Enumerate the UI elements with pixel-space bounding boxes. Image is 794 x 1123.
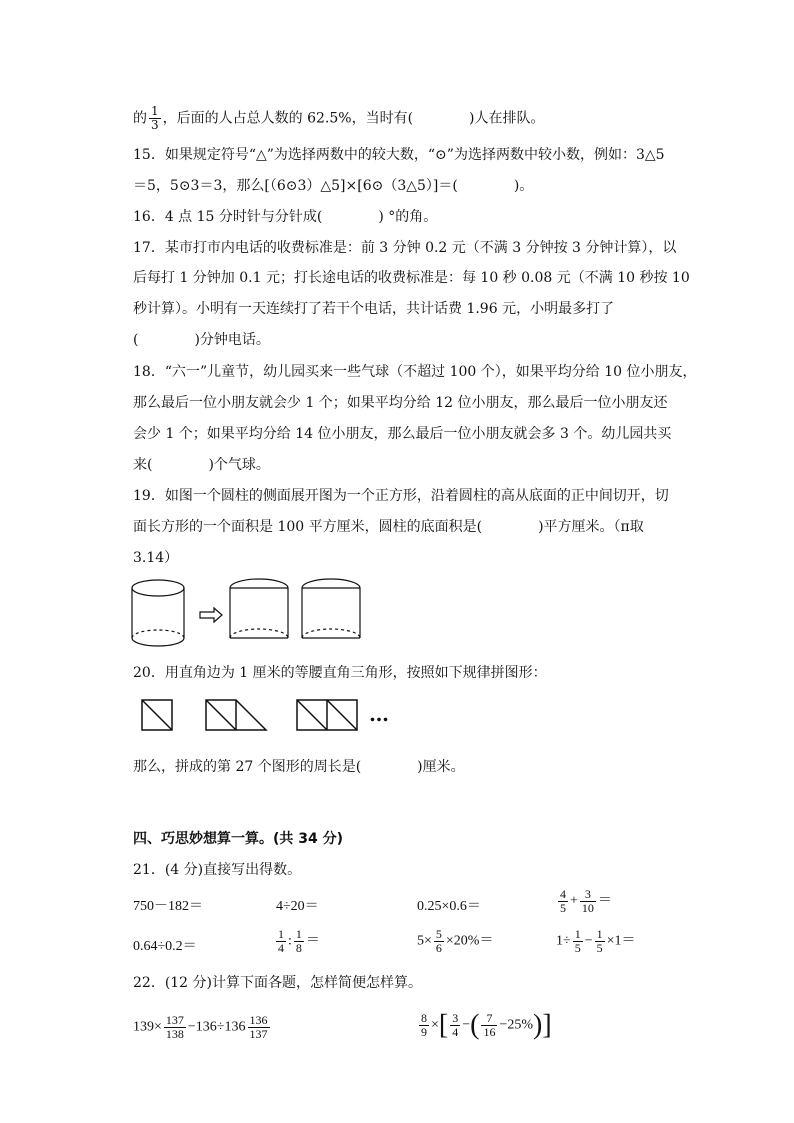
- q21-item-1: 750－182＝: [133, 899, 203, 914]
- q18-line-3: 会少 1 个；如果平均分给 14 位小朋友，那么最后一位小朋友就会多 3 个。幼儿园共买: [133, 426, 672, 442]
- q17-line-4: ( )分钟电话。: [133, 332, 270, 348]
- q17-line-2: 后每打 1 分钟加 0.1 元；打长途电话的收费标准是：每 10 秒 0.08 元（不满 10 秒按 10: [133, 270, 690, 286]
- q15-line-1: 15．如果规定符号“△”为选择两数中的较大数，“⊙”为选择两数中较小数，例如：3△5: [133, 147, 665, 163]
- q20-line-2: 那么，拼成的第 27 个图形的周长是( )厘米。: [133, 759, 465, 775]
- half-cylinder-right-icon: [302, 579, 360, 638]
- q19-line-3: 3.14）: [133, 550, 179, 566]
- q18-line-2: 那么最后一位小朋友就会少 1 个；如果平均分给 12 位小朋友，那么最后一位小朋友还: [133, 395, 668, 411]
- q18-line-1: 18．“六一”儿童节，幼儿园买来一些气球（不超过 100 个），如果平均分给 10 位小朋友，: [133, 364, 697, 380]
- fraction-one-third: $\frac{1}{3}$: [151, 104, 159, 132]
- cylinder-icon: [132, 580, 184, 646]
- q20-line-1: 20．用直角边为 1 厘米的等腰直角三角形，按照如下规律拼图形：: [133, 665, 547, 681]
- half-cylinder-left-icon: [230, 579, 288, 638]
- q22-expression-1: 139× $\frac{137}{138}$ −136÷136 $\frac{136}{137}$: [133, 1013, 268, 1041]
- pattern-ellipsis: …: [369, 702, 389, 726]
- pattern-1-icon: [142, 700, 172, 730]
- q19-line-1: 19．如图一个圆柱的侧面展开图为一个正方形，沿着圆柱的高从底面的正中间切开，切: [133, 488, 669, 504]
- q17-line-1: 17．某市打市内电话的收费标准是：前 3 分钟 0.2 元（不满 3 分钟按 3 分钟计算），以: [133, 240, 677, 256]
- section-title: 四、巧思妙想算一算。(共 34 分): [133, 831, 344, 847]
- pattern-3-icon: [297, 700, 357, 730]
- arrow-right-icon: [200, 608, 222, 622]
- q15-line-2: ＝5，5⊙3＝3，那么[（6⊙3）△5]×[6⊙（3△5）]＝( )。: [133, 178, 534, 194]
- q21-item-6: $\frac{1}{4}$ : $\frac{1}{8}$ ＝: [278, 927, 320, 955]
- q21-item-8: 1÷ $\frac{1}{5}$ − $\frac{1}{5}$ ×1＝: [556, 927, 636, 955]
- q18-line-4: 来( )个气球。: [133, 457, 270, 473]
- q22-line-1: 22．(12 分)计算下面各题，怎样简便怎样算。: [133, 975, 423, 991]
- q21-item-7: 5× $\frac{5}{6}$ ×20%＝: [417, 927, 494, 955]
- q21-item-3: 0.25×0.6＝: [417, 899, 481, 914]
- q19-line-2: 面长方形的一个面积是 100 平方厘米，圆柱的底面积是( )平方厘米。（π取: [133, 519, 644, 535]
- pattern-2-icon: [206, 700, 266, 730]
- q21-item-2: 4÷20＝: [276, 899, 319, 914]
- triangle-pattern-figure: [140, 698, 400, 734]
- q17-line-3: 秒计算）。小明有一天连续打了若干个电话，共计话费 1.96 元，小明最多打了: [133, 301, 615, 317]
- q21-item-5: 0.64÷0.2＝: [133, 939, 197, 954]
- cylinder-figure: [128, 572, 368, 652]
- q21-item-4: $\frac{4}{5}$ + $\frac{3}{10}$ ＝: [560, 887, 612, 915]
- q14-line: 的 $\frac{1}{3}$ ，后面的人占总人数的 62.5%，当时有( )人在排队。: [133, 104, 545, 132]
- q22-expression-2: $\frac{8}{9}$ ×[ $\frac{3}{4}$ −( $\frac{7}{16}$ −25%)]: [421, 1009, 552, 1041]
- q21-line-1: 21．(4 分)直接写出得数。: [133, 862, 302, 878]
- q16-line-1: 16．4 点 15 分时针与分针成( ) °的角。: [133, 209, 438, 225]
